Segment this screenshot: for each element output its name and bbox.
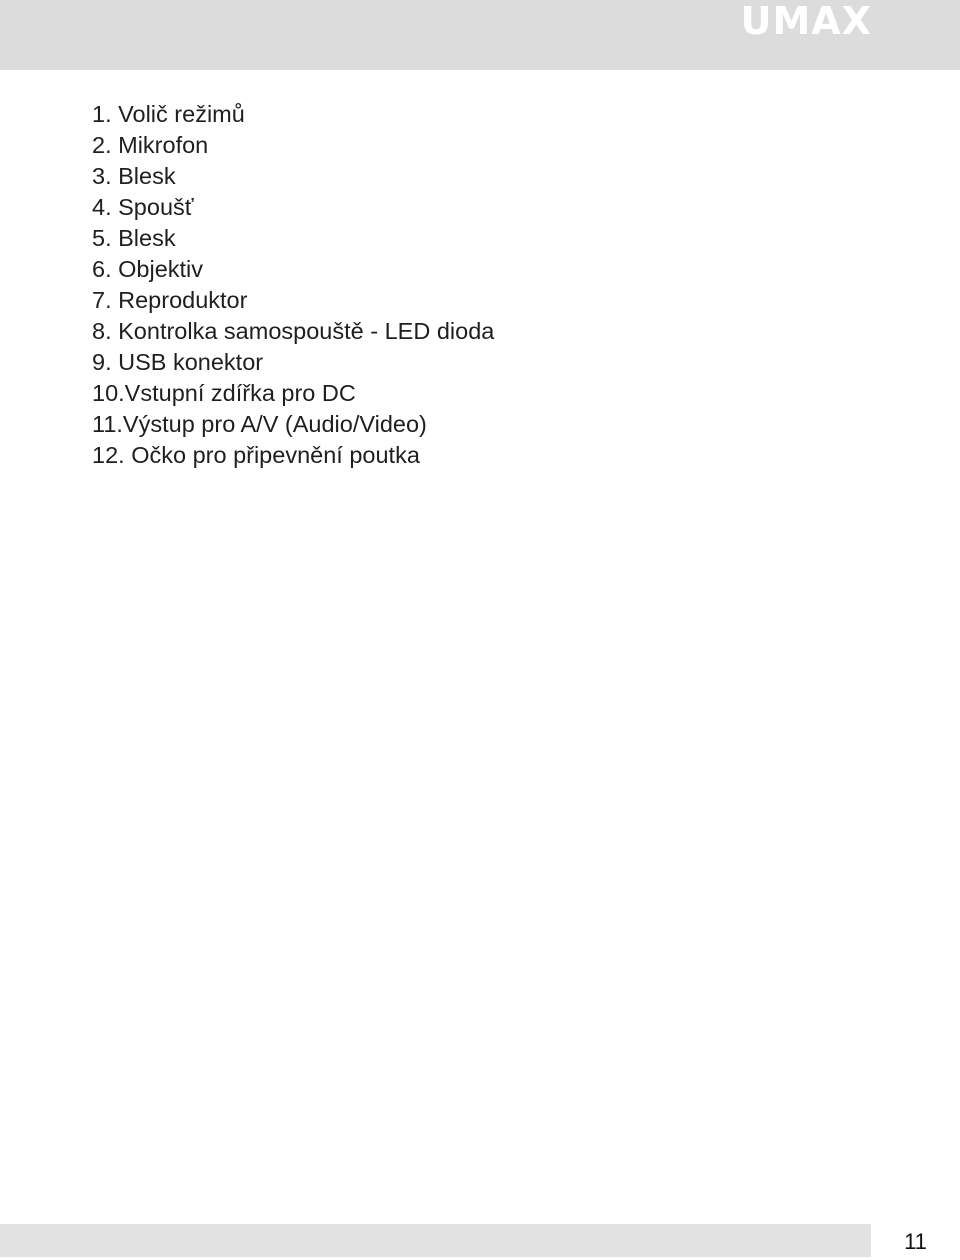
list-item: 3. Blesk: [92, 163, 176, 189]
footer-bar: [0, 1224, 871, 1257]
list-item: 8. Kontrolka samospouště - LED dioda: [92, 318, 495, 344]
list-item: 12. Očko pro připevnění poutka: [92, 442, 420, 468]
list-item: 11.Výstup pro A/V (Audio/Video): [92, 411, 427, 437]
umax-logo: UMAX: [740, 0, 872, 43]
parts-list: [92, 99, 494, 471]
list-item: 10.Vstupní zdířka pro DC: [92, 380, 356, 406]
list-item: 6. Objektiv: [92, 256, 204, 282]
list-item: 9. USB konektor: [92, 349, 264, 375]
header-bar: [0, 0, 960, 70]
list-item: 7. Reproduktor: [92, 287, 248, 313]
list-item: 2. Mikrofon: [92, 132, 209, 158]
list-item: 4. Spoušť: [92, 194, 194, 220]
page-number: 11: [904, 1229, 927, 1254]
list-item: 1. Volič režimů: [92, 101, 245, 127]
list-item: 5. Blesk: [92, 225, 176, 251]
